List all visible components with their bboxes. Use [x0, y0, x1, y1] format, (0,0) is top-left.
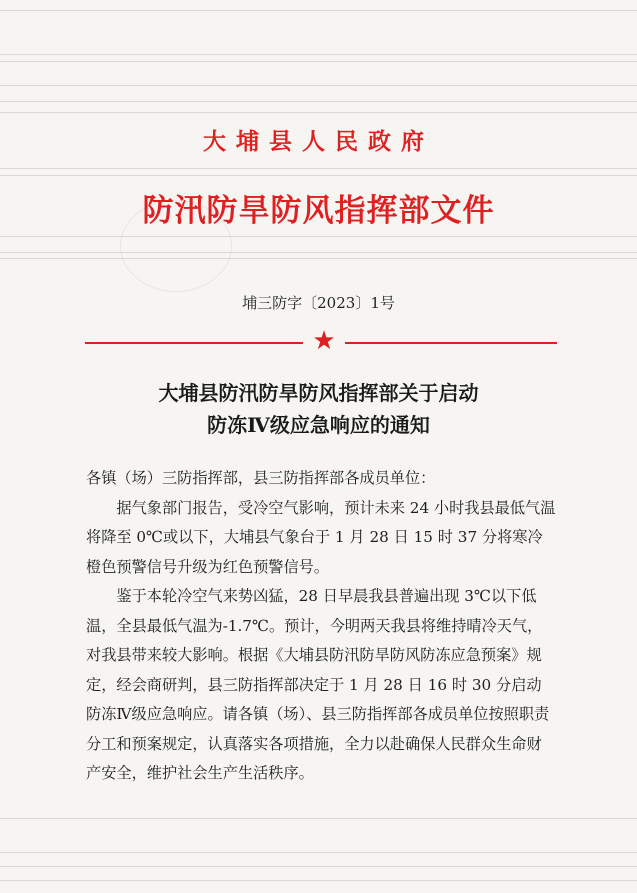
notice-title-line1: 大埔县防汛防旱防风指挥部关于启动 [158, 381, 479, 405]
body-paragraph: 鉴于本轮冷空气来势凶猛，28 日早晨我县普遍出现 3℃以下低温，全县最低气温为-1.7℃。预计，今明两天我县将维持晴冷天气，对我县带来较大影响。根据《大埔县防汛防旱防风防冻应急预案》规定，经会商研判，县三防指挥部决定于 1 月 28 日 16 时 30 分启动防冻Ⅳ级应急响应。请各镇（场）、县三防指挥部各成员单位按照职责分工和预案规定，认真落实各项措施，全力以赴确保人民群众生命财产安全，维护社会生产生活秩序。 [86, 587, 550, 782]
scan-artifact [0, 54, 637, 55]
scan-artifact [0, 175, 637, 176]
scan-artifact [0, 85, 637, 86]
scan-artifact [0, 168, 637, 169]
scan-artifact [0, 852, 637, 853]
star-icon: ★ [312, 326, 336, 356]
issuer-name: 大埔县人民政府 [203, 128, 434, 155]
scan-artifact [0, 880, 637, 881]
red-divider-right [345, 342, 557, 344]
scan-artifact [0, 10, 637, 11]
notice-body [86, 464, 556, 789]
notice-title-line2: 防冻Ⅳ级应急响应的通知 [207, 413, 430, 437]
scan-artifact [0, 818, 637, 819]
document-header-title: 防汛防旱防风指挥部文件 [142, 193, 495, 229]
document-number: 埔三防字〔2023〕1号 [242, 294, 395, 312]
salutation: 各镇（场）三防指挥部，县三防指挥部各成员单位： [86, 469, 436, 487]
scan-artifact [0, 112, 637, 113]
scan-artifact [0, 252, 637, 253]
scan-artifact [0, 61, 637, 62]
scan-artifact [0, 236, 637, 237]
scan-artifact [0, 866, 637, 867]
body-paragraph: 据气象部门报告，受冷空气影响，预计未来 24 小时我县最低气温将降至 0℃或以下，大埔县气象台于 1 月 28 日 15 时 37 分将寒冷橙色预警信号升级为红色预警信号。 [86, 498, 556, 576]
scan-artifact [0, 258, 637, 259]
scan-artifact [0, 101, 637, 102]
red-divider-left [85, 342, 303, 344]
